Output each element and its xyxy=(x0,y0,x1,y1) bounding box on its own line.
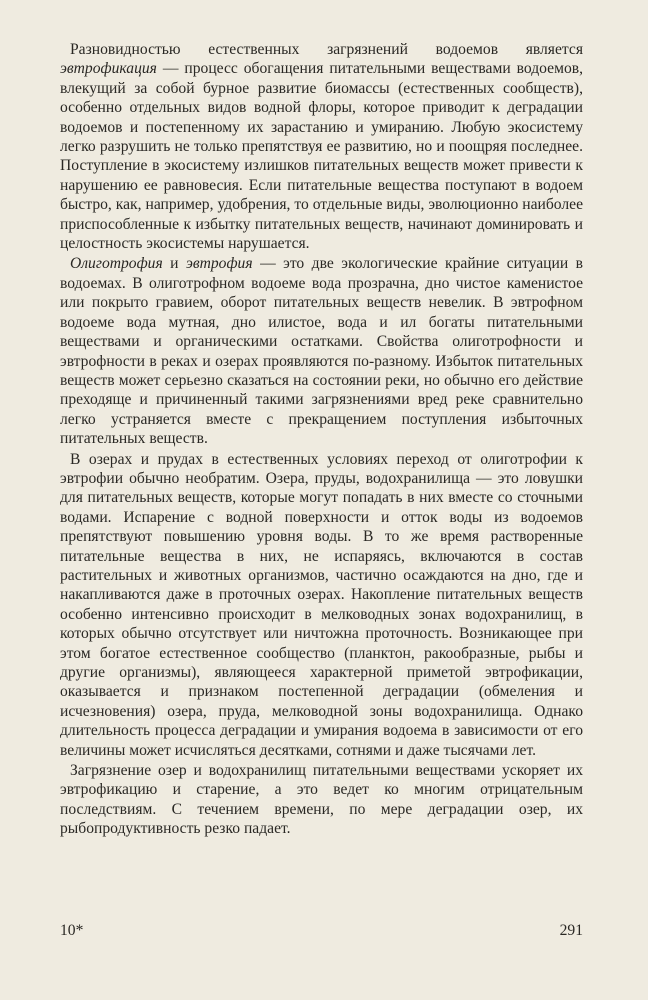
signature-mark: 10* xyxy=(60,922,84,939)
text-run: В озерах и прудах в естественных условиях переход от олиготрофии к эвтрофии обычно необратим. Озера, пруды, водохранилища — это ловушки для питательных веществ, которые могут попадать в них вместе со сточными водами. Испарение с водной поверхности и отток воды из водоемов препятствуют повышению уровня воды. В то же время растворенные питательные вещества в них, не испаряясь, включаются в состав растительных и животных организмов, частично осаждаются на дно, где и накапливаются даже в проточных озерах. Накопление питательных веществ особенно интенсивно происходит в мелководных зонах водохранилищ, в которых обычно отсутствует или ничтожна проточность. Возникающее при этом богатое естественное сообщество (планктон, ракообразные, рыбы и другие организмы), являющееся характерной приметой эвтрофикации, оказывается и признаком постепенной деградации (обмеления и исчезновения) озера, пруда, мелководной зоны водохранилища. Однако длительность процесса деградации и умирания водоема в зависимости от его величины может исчисляться десятками, сотнями и даже тысячами лет. xyxy=(60,450,583,759)
text-run: — это две экологические крайние ситуации в водоемах. В олиготрофном водоеме вода прозрачна, дно чистое каменистое или покрыто гравием, оборот питательных веществ невелик. В эвтрофном водоеме вода мутная, дно илистое, вода и ил богаты питательными веществами и органическими остатками. Свойства олиготрофности и эвтрофности в реках и озерах проявляются по-разному. Избыток питательных веществ может серьезно сказаться на состоянии реки, но обычно его действие преходяще и причиненный такими загрязнениями вред реке сравнительно легко устраняется вместе с прекращением поступления избыточных питательных веществ. xyxy=(60,255,583,448)
term-oligotrophy: Олиготрофия xyxy=(70,255,163,273)
body-text xyxy=(60,40,583,839)
term-eutrophy: эвтрофия xyxy=(185,255,253,273)
paragraph-oligotrophy xyxy=(60,254,583,448)
term-eutrophication: эвтрофикация xyxy=(60,60,157,78)
text-run: и xyxy=(162,255,186,273)
text-run: Разновидностью естественных загрязнений водоемов является xyxy=(70,41,583,58)
text-run: — процесс обогащения питательными веществами водоемов, влекущий за собой бурное развитие биомассы (естественных сообществ), особенно отдельных видов водной флоры, которое приводит к деградации водоемов и постепенному их зарастанию и умиранию. Любую экосистему легко разрушить не только препятствуя ее развитию, но и поощряя последнее. Поступление в экосистему излишков питательных веществ может привести к нарушению ее равновесия. Если питательные вещества поступают в водоем быстро, как, например, удобрения, то отдельные виды, эволюционно наиболее приспособленные к избытку питательных веществ, начинают доминировать и целостность экосистемы нарушается. xyxy=(60,60,583,253)
paragraph-eutrophication xyxy=(60,40,583,253)
text-run: Загрязнение озер и водохранилищ питательными веществами ускоряет их эвтрофикацию и старение, а это ведет ко многим отрицательным последствиям. С течением времени, по мере деградации озер, их рыбопродуктивность резко падает. xyxy=(60,762,583,838)
paragraph-lakes-ponds xyxy=(60,450,583,761)
page-number: 291 xyxy=(559,922,583,939)
paragraph-pollution xyxy=(60,761,583,839)
